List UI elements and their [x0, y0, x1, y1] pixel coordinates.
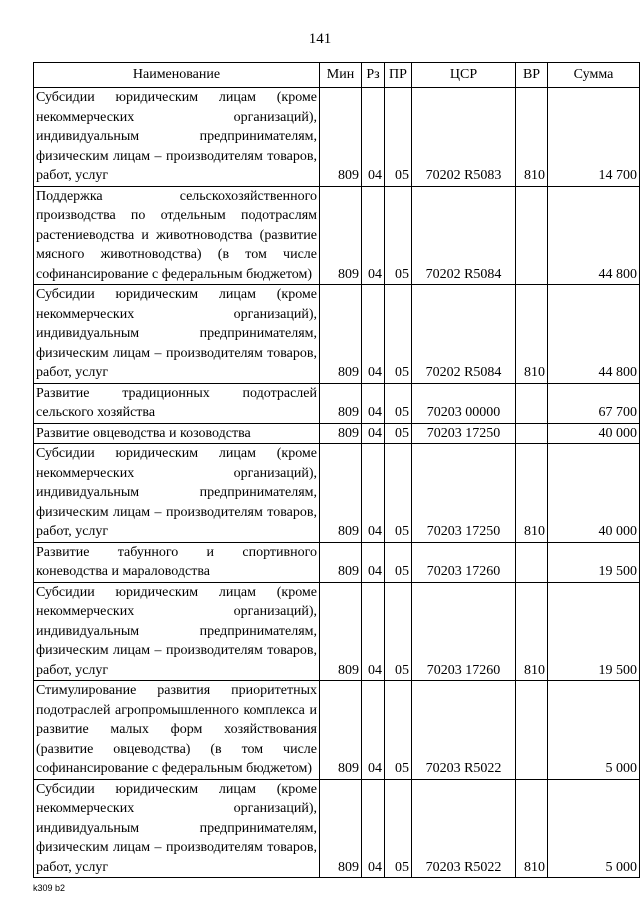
table-row [34, 681, 640, 780]
cell-sum: 40 000 [548, 444, 640, 543]
cell-min: 809 [320, 779, 362, 878]
cell-name: Субсидии юридическим лицам (кроме некоммерческих организаций), индивидуальным предпринимателям, физическим лицам – производителям товаров, работ, услуг [34, 582, 320, 681]
cell-name: Субсидии юридическим лицам (кроме некоммерческих организаций), индивидуальным предпринимателям, физическим лицам – производителям товаров, работ, услуг [34, 444, 320, 543]
table-row [34, 444, 640, 543]
header-name: Наименование [34, 63, 320, 88]
table-row [34, 779, 640, 878]
cell-sum: 14 700 [548, 88, 640, 187]
cell-rz: 04 [362, 582, 385, 681]
cell-rz: 04 [362, 681, 385, 780]
cell-name: Поддержка сельскохозяйственного производства по отдельным подотраслям растениеводства и животноводства (развитие мясного животноводства) (в том числе софинансирование с федеральным бюджетом) [34, 186, 320, 285]
header-pr: ПР [385, 63, 412, 88]
cell-vr: 810 [516, 444, 548, 543]
cell-min: 809 [320, 186, 362, 285]
cell-sum: 40 000 [548, 423, 640, 444]
cell-sum: 19 500 [548, 582, 640, 681]
table-header-row [34, 63, 640, 88]
cell-name: Субсидии юридическим лицам (кроме некоммерческих организаций), индивидуальным предпринимателям, физическим лицам – производителям товаров, работ, услуг [34, 779, 320, 878]
cell-csr: 70203 00000 [412, 383, 516, 423]
cell-pr: 05 [385, 582, 412, 681]
budget-table [33, 62, 640, 878]
cell-sum: 5 000 [548, 681, 640, 780]
cell-rz: 04 [362, 88, 385, 187]
cell-csr: 70203 17260 [412, 542, 516, 582]
cell-pr: 05 [385, 542, 412, 582]
cell-min: 809 [320, 444, 362, 543]
cell-rz: 04 [362, 383, 385, 423]
table-row [34, 423, 640, 444]
cell-sum: 67 700 [548, 383, 640, 423]
cell-pr: 05 [385, 88, 412, 187]
footer-code: k309 b2 [33, 883, 66, 893]
cell-csr: 70203 17260 [412, 582, 516, 681]
header-sum: Сумма [548, 63, 640, 88]
cell-vr: 810 [516, 88, 548, 187]
cell-pr: 05 [385, 383, 412, 423]
cell-vr: 810 [516, 582, 548, 681]
cell-csr: 70203 17250 [412, 423, 516, 444]
cell-csr: 70202 R5083 [412, 88, 516, 187]
cell-rz: 04 [362, 186, 385, 285]
cell-pr: 05 [385, 186, 412, 285]
cell-rz: 04 [362, 779, 385, 878]
cell-name: Субсидии юридическим лицам (кроме некоммерческих организаций), индивидуальным предпринимателям, физическим лицам – производителям товаров, работ, услуг [34, 88, 320, 187]
cell-name: Субсидии юридическим лицам (кроме некоммерческих организаций), индивидуальным предпринимателям, физическим лицам – производителям товаров, работ, услуг [34, 285, 320, 384]
table-row [34, 383, 640, 423]
table-body [34, 88, 640, 878]
cell-csr: 70202 R5084 [412, 186, 516, 285]
cell-min: 809 [320, 285, 362, 384]
cell-rz: 04 [362, 444, 385, 543]
cell-vr [516, 542, 548, 582]
cell-name: Развитие овцеводства и козоводства [34, 423, 320, 444]
cell-rz: 04 [362, 285, 385, 384]
cell-pr: 05 [385, 285, 412, 384]
cell-vr [516, 383, 548, 423]
page-number: 141 [308, 31, 332, 47]
cell-pr: 05 [385, 423, 412, 444]
cell-min: 809 [320, 681, 362, 780]
cell-name: Стимулирование развития приоритетных подотраслей агропромышленного комплекса и развитие малых форм хозяйствования (развитие овцеводства) (в том числе софинансирование с федеральным бюджетом) [34, 681, 320, 780]
cell-pr: 05 [385, 444, 412, 543]
cell-min: 809 [320, 88, 362, 187]
cell-sum: 44 800 [548, 186, 640, 285]
cell-min: 809 [320, 423, 362, 444]
table-row [34, 542, 640, 582]
cell-pr: 05 [385, 681, 412, 780]
cell-vr [516, 681, 548, 780]
cell-min: 809 [320, 383, 362, 423]
cell-name: Развитие табунного и спортивного коневодства и мараловодства [34, 542, 320, 582]
table-row [34, 582, 640, 681]
header-rz: Рз [362, 63, 385, 88]
cell-vr [516, 186, 548, 285]
cell-sum: 19 500 [548, 542, 640, 582]
table-row [34, 186, 640, 285]
cell-sum: 5 000 [548, 779, 640, 878]
cell-min: 809 [320, 582, 362, 681]
cell-sum: 44 800 [548, 285, 640, 384]
cell-csr: 70203 R5022 [412, 779, 516, 878]
table-row [34, 88, 640, 187]
cell-rz: 04 [362, 423, 385, 444]
table-row [34, 285, 640, 384]
cell-csr: 70202 R5084 [412, 285, 516, 384]
cell-vr: 810 [516, 779, 548, 878]
cell-name: Развитие традиционных подотраслей сельского хозяйства [34, 383, 320, 423]
header-min: Мин [320, 63, 362, 88]
cell-min: 809 [320, 542, 362, 582]
cell-vr [516, 423, 548, 444]
cell-vr: 810 [516, 285, 548, 384]
cell-pr: 05 [385, 779, 412, 878]
cell-rz: 04 [362, 542, 385, 582]
header-csr: ЦСР [412, 63, 516, 88]
header-vr: ВР [516, 63, 548, 88]
cell-csr: 70203 17250 [412, 444, 516, 543]
cell-csr: 70203 R5022 [412, 681, 516, 780]
